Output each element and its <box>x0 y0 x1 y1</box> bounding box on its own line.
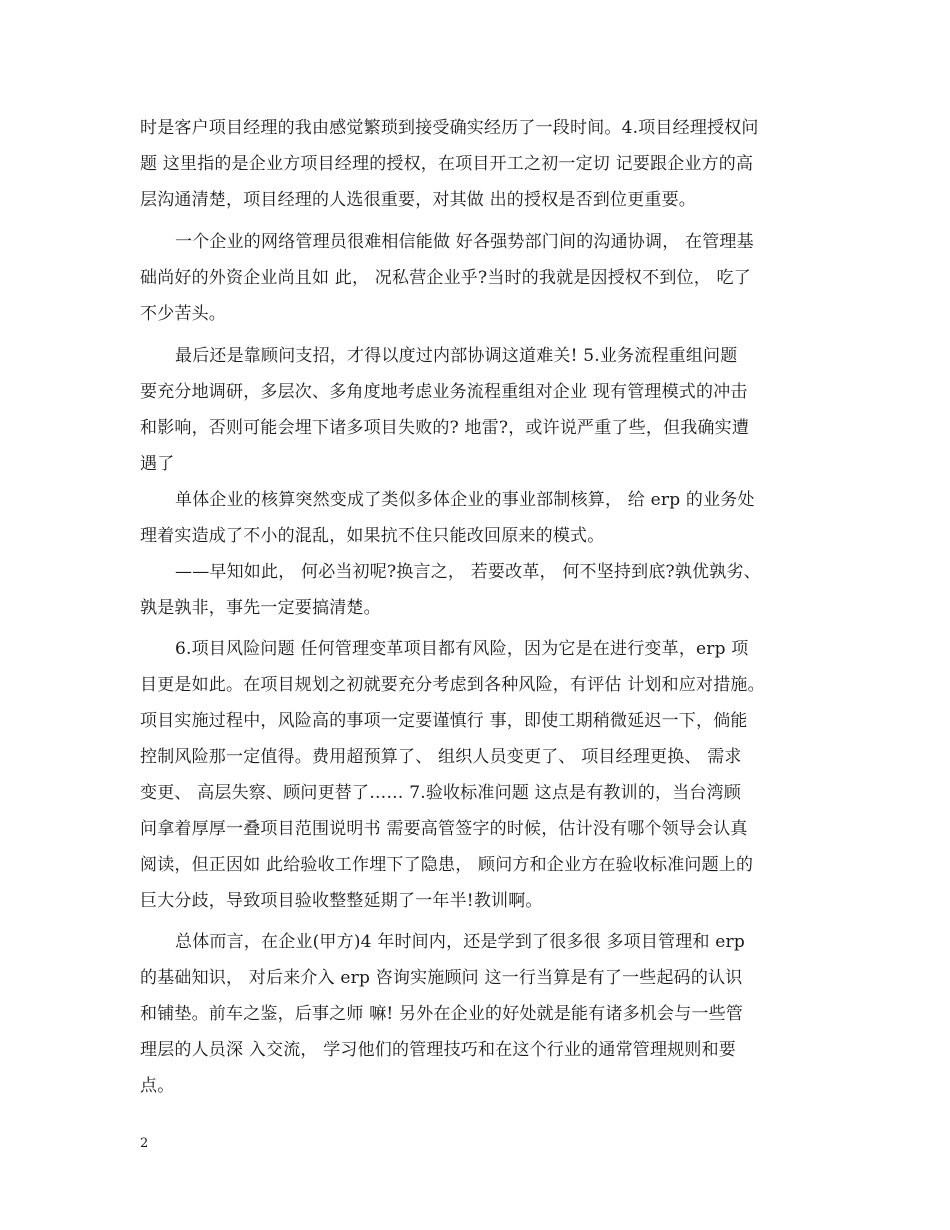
text-line: ——早知如此， 何必当初呢?换言之， 若要改革， 何不坚持到底?孰优孰劣、 <box>175 562 761 582</box>
text-line: 总体而言，在企业(甲方)4 年时间内，还是学到了很多很 多项目管理和 erp <box>175 932 745 952</box>
text-line: 问拿着厚厚一叠项目范围说明书 需要高管签字的时候，估计没有哪个领导会认真 <box>140 819 748 839</box>
text-line: 时是客户项目经理的我由感觉繁琐到接受确实经历了一段时间。4.项目经理授权问 <box>140 118 759 138</box>
text-line: 阅读，但正因如 此给验收工作埋下了隐患， 顾问方和企业方在验收标准问题上的 <box>140 855 754 875</box>
text-line: 的基础知识， 对后来介入 erp 咨询实施顾问 这一行当算是有了一些起码的认识 <box>140 968 743 988</box>
text-line: 一个企业的网络管理员很难相信能做 好各强势部门间的沟通协调， 在管理基 <box>175 232 754 252</box>
text-line: 理层的人员深 入交流， 学习他们的管理技巧和在这个行业的通常管理规则和要 <box>140 1040 737 1060</box>
text-line: 层沟通清楚，项目经理的人选很重要，对其做 出的授权是否到位更重要。 <box>140 190 697 210</box>
text-line: 和铺垫。前车之鉴，后事之师 嘛! 另外在企业的好处就是能有诸多机会与一些管 <box>140 1004 744 1024</box>
text-line: 础尚好的外资企业尚且如 此， 况私营企业乎?当时的我就是因授权不到位， 吃了 <box>140 268 751 288</box>
text-line: 要充分地调研，多层次、多角度地考虑业务流程重组对企业 现有管理模式的冲击 <box>140 382 748 402</box>
text-line: 变更、 高层失察、顾问更替了…… 7.验收标准问题 这点是有教训的，当台湾顾 <box>140 783 742 803</box>
text-line: 题 这里指的是企业方项目经理的授权，在项目开工之初一定切 记要跟企业方的高 <box>140 154 754 174</box>
text-line: 不少苦头。 <box>140 304 226 324</box>
text-line: 遇了 <box>140 454 175 474</box>
text-line: 控制风险那一定值得。费用超预算了、 组织人员变更了、 项目经理更换、 需求 <box>140 747 742 767</box>
text-line: 和影响，否则可能会埋下诸多项目失败的? 地雷?，或许说严重了些，但我确实遭 <box>140 418 750 438</box>
text-line: 单体企业的核算突然变成了类似多体企业的事业部制核算， 给 erp 的业务处 <box>175 490 755 510</box>
page-number: 2 <box>140 1136 149 1151</box>
text-line: 理着实造成了不小的混乱，如果抗不住只能改回原来的模式。 <box>140 526 605 546</box>
text-line: 孰是孰非，事先一定要搞清楚。 <box>140 598 381 618</box>
text-line: 巨大分歧，导致项目验收整整延期了一年半!教训啊。 <box>140 891 543 911</box>
text-line: 目更是如此。在项目规划之初就要充分考虑到各种风险，有评估 计划和应对措施。 <box>140 675 765 695</box>
text-line: 6.项目风险问题 任何管理变革项目都有风险，因为它是在进行变革，erp 项 <box>175 639 749 659</box>
text-line: 项目实施过程中，风险高的事项一定要谨慎行 事，即使工期稍微延迟一下，倘能 <box>140 711 748 731</box>
text-line: 点。 <box>140 1076 175 1096</box>
text-line: 最后还是靠顾问支招，才得以度过内部协调这道难关! 5.业务流程重组问题 <box>175 346 738 366</box>
